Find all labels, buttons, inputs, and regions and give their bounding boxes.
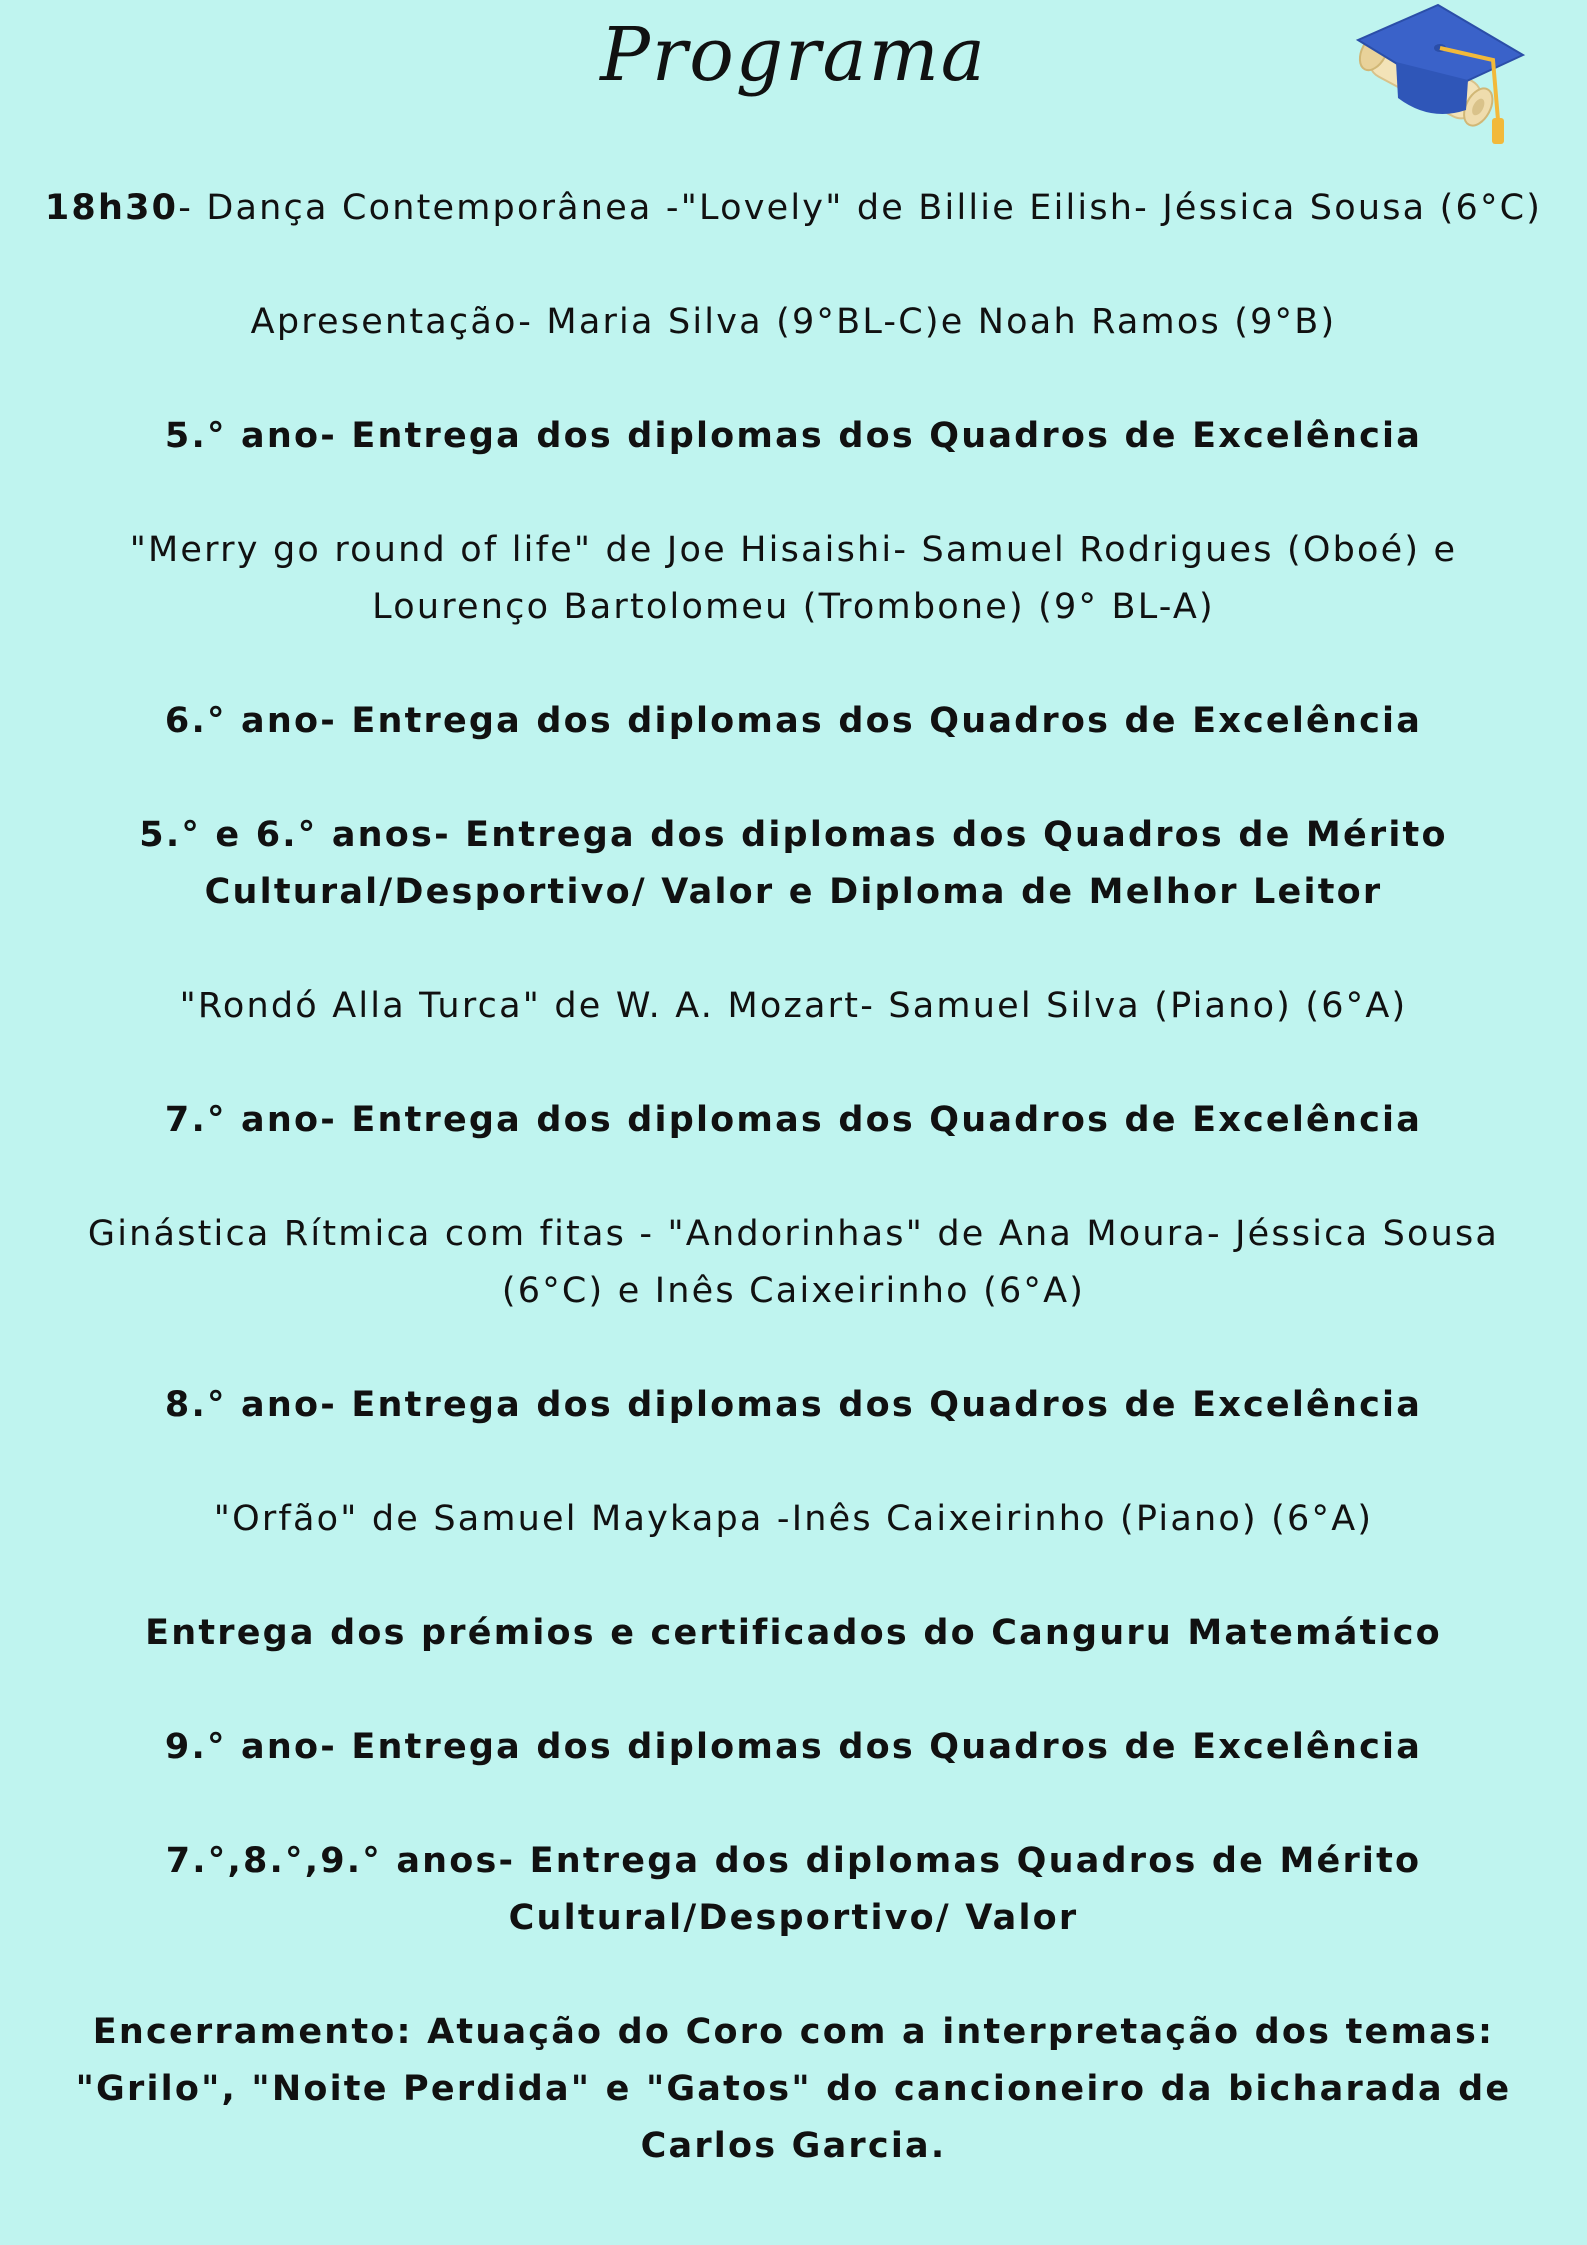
program-item [20,1092,1567,1149]
program-item [20,408,1567,465]
program-item [20,1206,1567,1320]
page-title: Programa [600,12,987,98]
program-item [20,1719,1567,1776]
program-item [20,1377,1567,1434]
program-item-text: 6.° ano- Entrega dos diplomas dos Quadros de Excelência [164,701,1423,741]
program-item-text: Apresentação- Maria Silva (9°BL-C)e Noah Ramos (9°B) [250,302,1337,342]
program-item-time: 18h30 [44,188,179,228]
program-list [20,180,1567,2175]
program-item-text: 7.°,8.°,9.° anos- Entrega dos diplomas Quadros de Mérito Cultural/Desportivo/ Valor [165,1841,1422,1938]
program-item-text: "Orfão" de Samuel Maykapa -Inês Caixeirinho (Piano) (6°A) [213,1499,1374,1539]
program-item-text: "Merry go round of life" de Joe Hisaishi- Samuel Rodrigues (Oboé) e Lourenço Bartolomeu (Trombone) (9° BL-A) [129,530,1458,627]
program-item [20,1491,1567,1548]
program-item-text: 5.° ano- Entrega dos diplomas dos Quadros de Excelência [164,416,1423,456]
program-item [20,2004,1567,2175]
program-item-text: Ginástica Rítmica com fitas - "Andorinhas" de Ana Moura- Jéssica Sousa (6°C) e Inês Caixeirinho (6°A) [87,1214,1500,1311]
program-item-text: 8.° ano- Entrega dos diplomas dos Quadros de Excelência [164,1385,1423,1425]
program-item-text: Encerramento: Atuação do Coro com a interpretação dos temas: "Grilo", "Noite Perdida" e "Gatos" do cancioneiro da bicharada de Carlos Garcia. [75,2012,1512,2166]
program-item [20,180,1567,237]
program-item-text: 5.° e 6.° anos- Entrega dos diplomas dos Quadros de Mérito Cultural/Desportivo/ Valor e Diploma de Melhor Leitor [139,815,1448,912]
program-item-text: 9.° ano- Entrega dos diplomas dos Quadros de Excelência [164,1727,1423,1767]
program-item [20,978,1567,1035]
program-item-text: 7.° ano- Entrega dos diplomas dos Quadros de Excelência [164,1100,1423,1140]
program-item [20,522,1567,636]
program-item [20,1833,1567,1947]
program-item [20,1605,1567,1662]
program-item [20,807,1567,921]
program-item [20,294,1567,351]
program-item-text: "Rondó Alla Turca" de W. A. Mozart- Samuel Silva (Piano) (6°A) [179,986,1408,1026]
program-item-text: Entrega dos prémios e certificados do Canguru Matemático [145,1613,1442,1653]
graduation-cap-diploma-icon [1318,0,1533,150]
program-item [20,693,1567,750]
program-item-text: - Dança Contemporânea -"Lovely" de Billie Eilish- Jéssica Sousa (6°C) [178,188,1543,228]
